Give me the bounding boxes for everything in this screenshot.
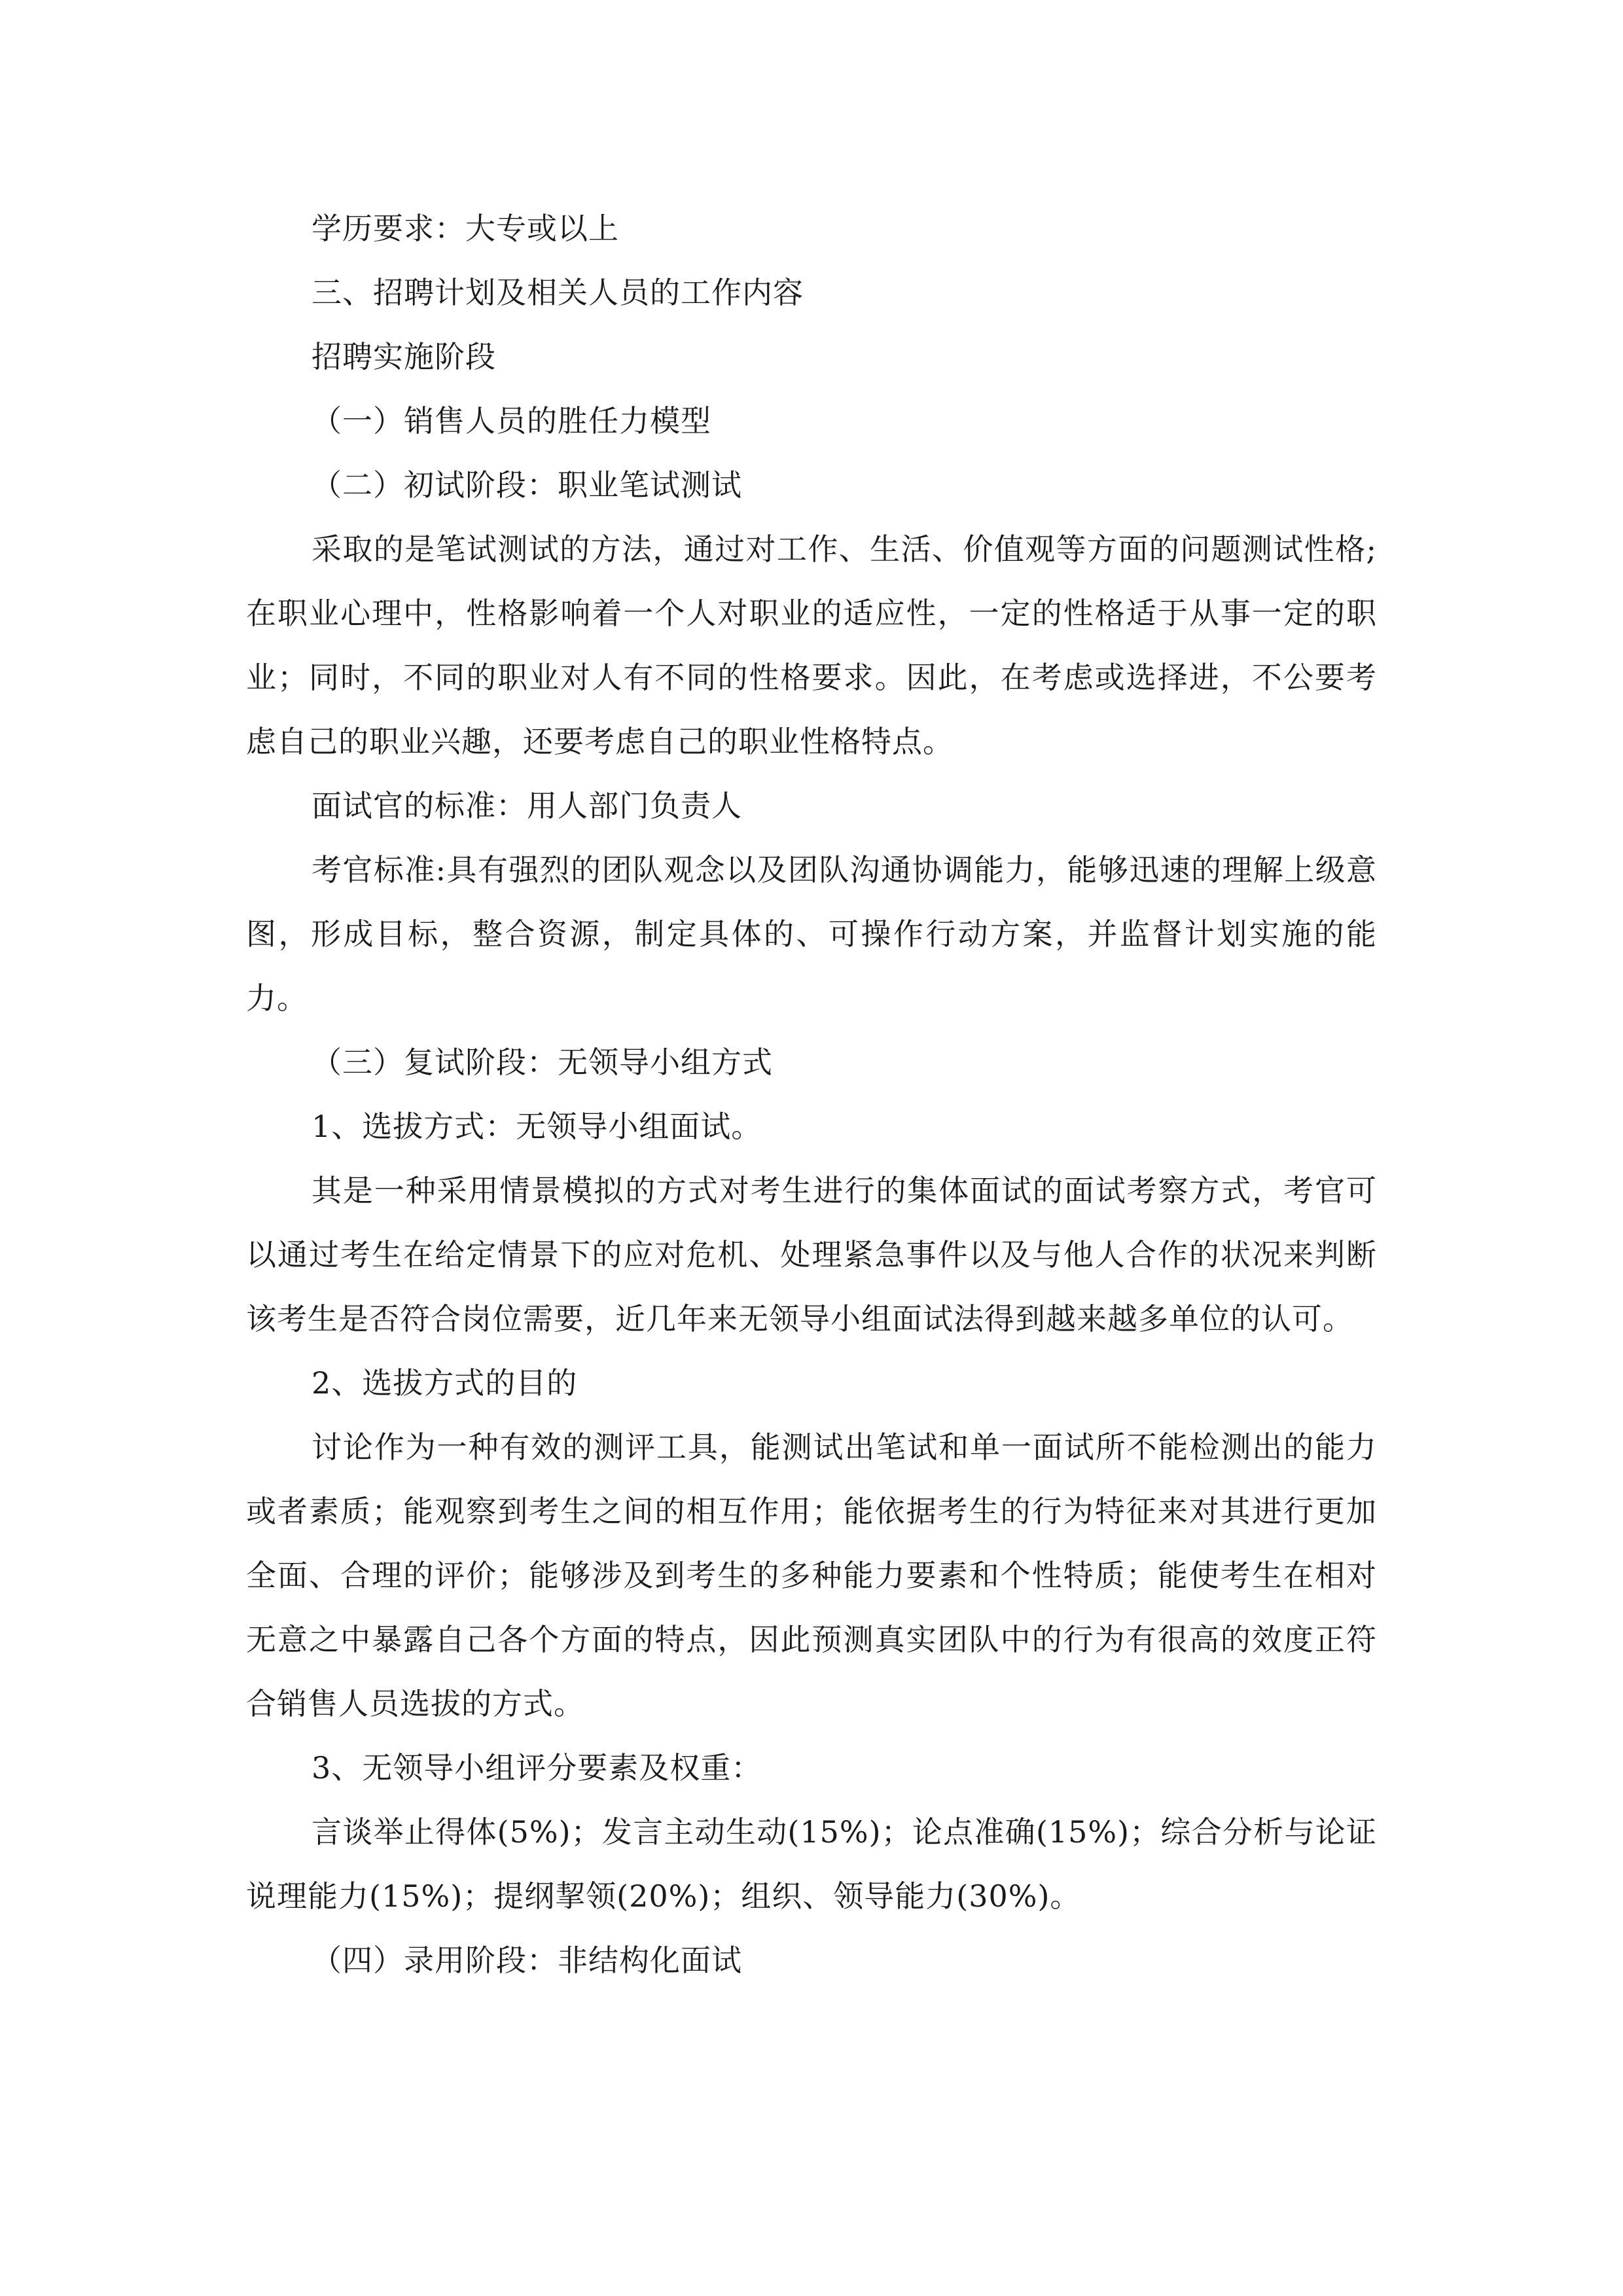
body-paragraph: 面试官的标准：用人部门负责人 (312, 788, 742, 823)
body-paragraph: 采取的是笔试测试的方法，通过对工作、生活、价值观等方面的问题测试性格;在职业心理中，性格影响着一个人对职业的适应性，一定的性格适于从事一定的职业；同时，不同的职业对人有不同的性格要求。因此，在考虑或选择进，不公要考虑自己的职业兴趣，还要考虑自己的职业性格特点。 (246, 531, 1377, 759)
subsection-heading: （四）录用阶段：非结构化面试 (312, 1943, 742, 1978)
subsection-heading: （三）复试阶段：无领导小组方式 (312, 1045, 773, 1080)
numbered-item: 3、无领导小组评分要素及权重： (312, 1750, 762, 1785)
body-paragraph: 讨论作为一种有效的测评工具，能测试出笔试和单一面试所不能检测出的能力或者素质；能观察到考生之间的相互作用；能依据考生的行为特征来对其进行更加全面、合理的评价；能够涉及到考生的多种能力要素和个性特质；能使考生在相对无意之中暴露自己各个方面的特点，因此预测真实团队中的行为有很高的效度正符合销售人员选拔的方式。 (246, 1429, 1377, 1721)
subsection-heading: （二）初试阶段：职业笔试测试 (312, 467, 742, 503)
document-body (246, 196, 1377, 1992)
body-paragraph: 言谈举止得体(5%)；发言主动生动(15%)；论点准确(15%)；综合分析与论证说理能力(15%)；提纲挈领(20%)；组织、领导能力(30%)。 (246, 1814, 1377, 1914)
section-heading: 三、招聘计划及相关人员的工作内容 (312, 275, 804, 310)
education-requirement: 学历要求：大专或以上 (312, 211, 619, 246)
stage-heading: 招聘实施阶段 (312, 339, 496, 374)
numbered-item: 1、选拔方式：无领导小组面试。 (312, 1109, 762, 1144)
body-paragraph: 考官标准:具有强烈的团队观念以及团队沟通协调能力，能够迅速的理解上级意图，形成目标，整合资源，制定具体的、可操作行动方案，并监督计划实施的能力。 (246, 852, 1377, 1016)
numbered-item: 2、选拔方式的目的 (312, 1365, 578, 1401)
body-paragraph: 其是一种采用情景模拟的方式对考生进行的集体面试的面试考察方式，考官可以通过考生在给定情景下的应对危机、处理紧急事件以及与他人合作的状况来判断该考生是否符合岗位需要，近几年来无领导小组面试法得到越来越多单位的认可。 (246, 1173, 1377, 1336)
subsection-heading: （一）销售人员的胜任力模型 (312, 403, 711, 439)
